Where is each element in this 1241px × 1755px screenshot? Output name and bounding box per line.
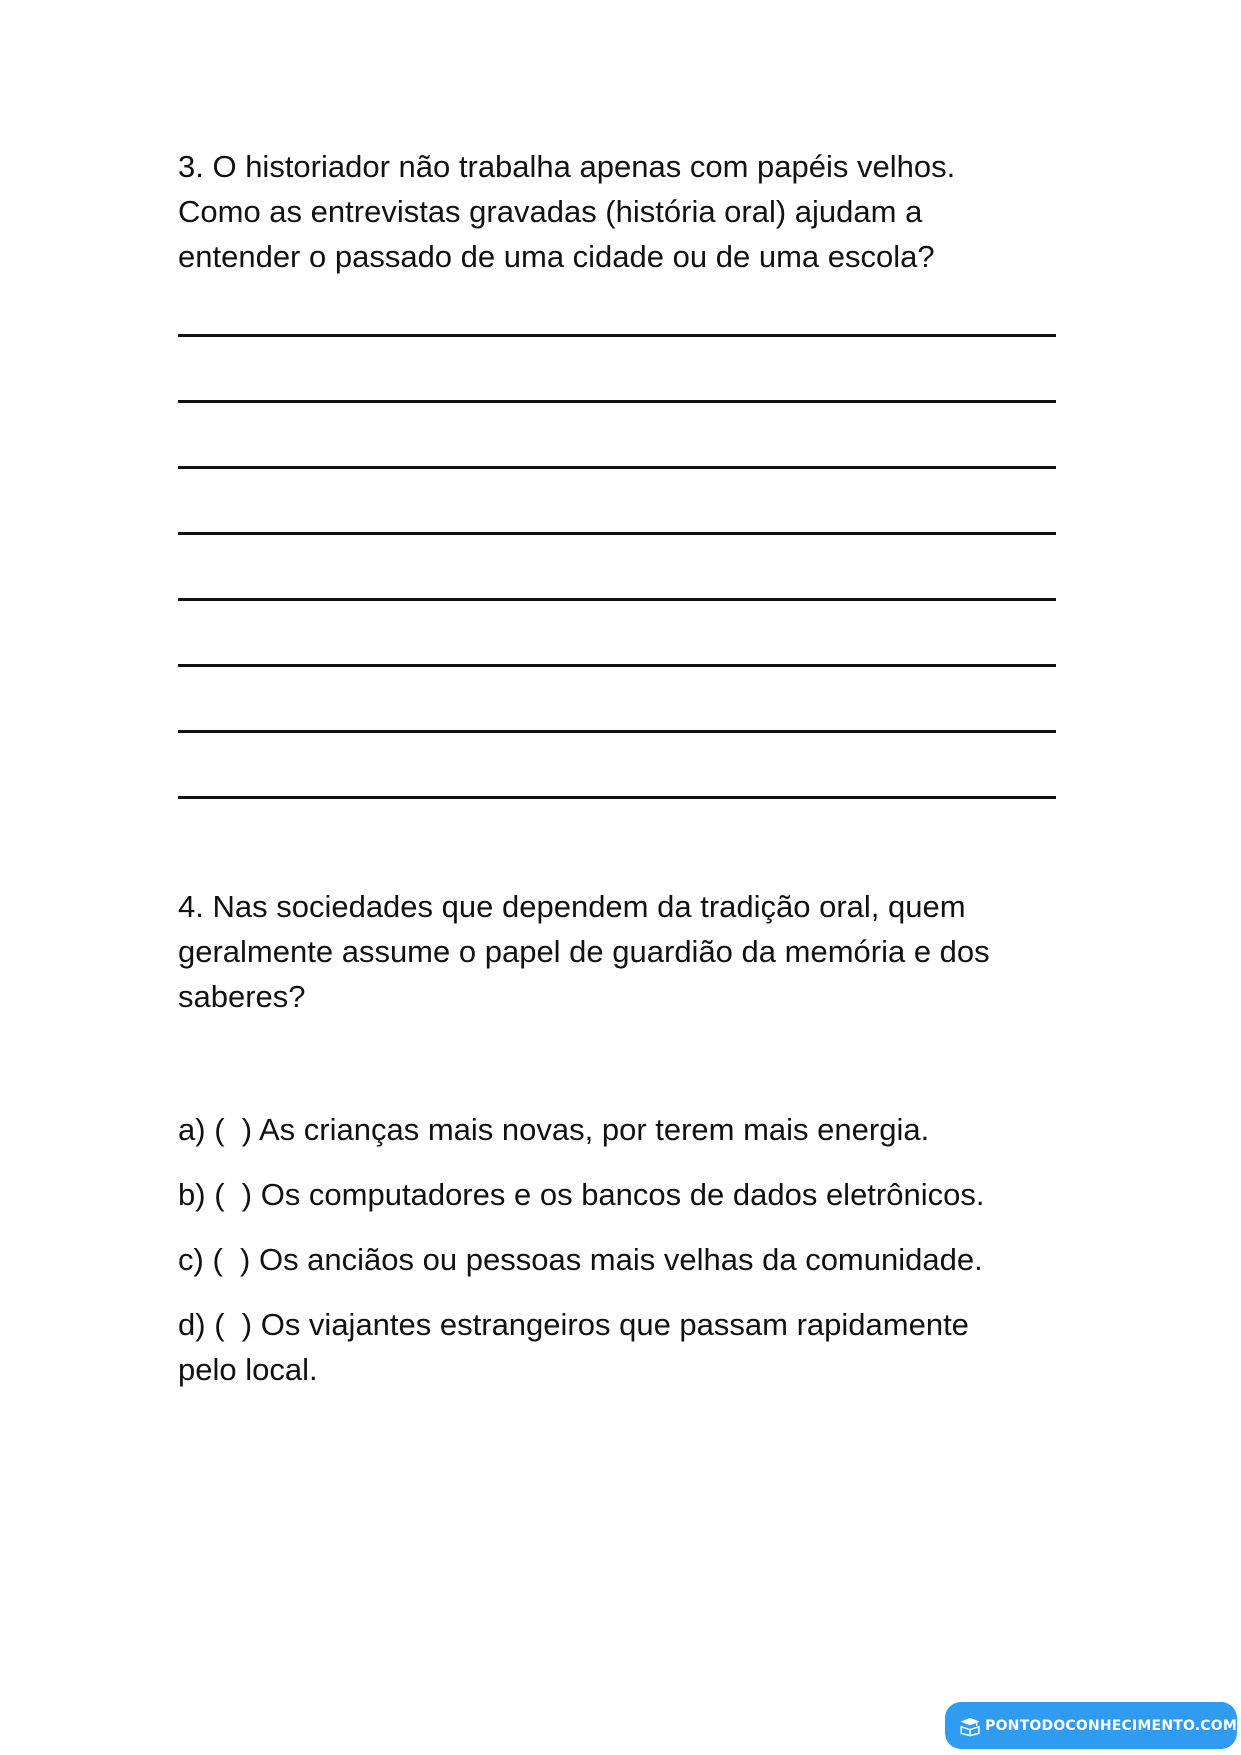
question-3-line-2: Como as entrevistas gravadas (história oral) ajudam a	[178, 194, 923, 229]
checkbox-parentheses[interactable]: ( )	[214, 1177, 253, 1212]
checkbox-parentheses[interactable]: ( )	[214, 1112, 253, 1147]
graduation-book-icon	[959, 1713, 981, 1739]
option-letter: c)	[178, 1242, 204, 1277]
site-url: PONTODOCONHECIMENTO.COM	[985, 1717, 1237, 1734]
question-4-options	[178, 1107, 1078, 1412]
question-3	[178, 144, 1078, 279]
question-4-line-1: 4. Nas sociedades que dependem da tradição oral, quem	[178, 889, 966, 924]
answer-line[interactable]	[178, 532, 1056, 535]
option-b[interactable]	[178, 1172, 1078, 1217]
option-letter: b)	[178, 1177, 206, 1212]
checkbox-parentheses[interactable]: ( )	[214, 1307, 253, 1342]
option-a[interactable]	[178, 1107, 1078, 1152]
option-d[interactable]	[178, 1302, 1078, 1392]
answer-line[interactable]	[178, 598, 1056, 601]
answer-line[interactable]	[178, 664, 1056, 667]
answer-line[interactable]	[178, 730, 1056, 733]
site-badge[interactable]	[945, 1702, 1237, 1749]
checkbox-parentheses[interactable]: ( )	[212, 1242, 251, 1277]
answer-lines	[178, 334, 1056, 862]
option-letter: a)	[178, 1112, 206, 1147]
answer-line[interactable]	[178, 400, 1056, 403]
option-text-continued: pelo local.	[178, 1352, 318, 1387]
answer-line[interactable]	[178, 466, 1056, 469]
answer-line[interactable]	[178, 334, 1056, 337]
question-4-line-2: geralmente assume o papel de guardião da memória e dos	[178, 934, 990, 969]
option-text: Os viajantes estrangeiros que passam rapidamente	[260, 1307, 969, 1342]
option-text: Os anciãos ou pessoas mais velhas da comunidade.	[258, 1242, 983, 1277]
option-c[interactable]	[178, 1237, 1078, 1282]
question-3-line-3: entender o passado de uma cidade ou de uma escola?	[178, 239, 935, 274]
option-text: As crianças mais novas, por terem mais energia.	[258, 1112, 930, 1147]
question-4	[178, 884, 1078, 1019]
option-text: Os computadores e os bancos de dados eletrônicos.	[260, 1177, 985, 1212]
option-letter: d)	[178, 1307, 206, 1342]
answer-line[interactable]	[178, 796, 1056, 799]
question-3-line-1: 3. O historiador não trabalha apenas com papéis velhos.	[178, 149, 956, 184]
question-4-line-3: saberes?	[178, 979, 306, 1014]
